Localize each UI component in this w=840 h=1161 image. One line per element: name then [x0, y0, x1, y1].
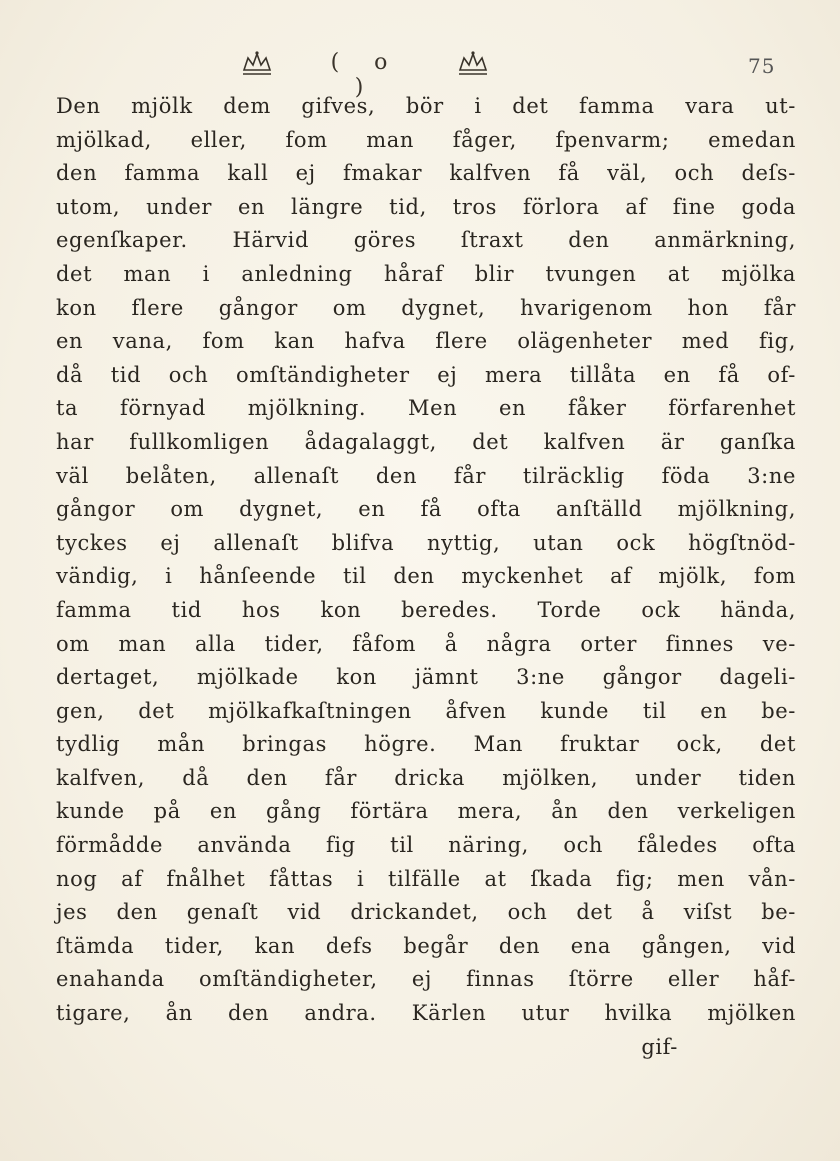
crown-ornament-icon [456, 48, 490, 78]
text-line: gen, det mjölkafkaſtningen åfven kunde til en be- [56, 698, 796, 723]
text-line: ſtämda tider, kan defs begår den ena gången, vid [56, 933, 796, 958]
text-line: enahanda omſtändigheter, ej finnas ſtörre eller håf- [56, 967, 796, 992]
page-number: 75 [748, 54, 776, 78]
text-line: har fullkomligen ådagalaggt, det kalfven är ganſka [56, 429, 796, 454]
text-line: kon flere gångor om dygnet, hvarigenom hon får [56, 295, 796, 320]
text-line: gångor om dygnet, en få ofta anſtälld mjölkning, [56, 497, 796, 522]
text-line: kalfven, då den får dricka mjölken, under tiden [56, 765, 796, 790]
text-line: mjölkad, eller, fom man fåger, fpenvarm; emedan [56, 127, 796, 152]
crown-ornament-icon [240, 48, 274, 78]
body-text [56, 90, 796, 1064]
catchword-text: gif- [641, 1034, 678, 1059]
text-line: egenſkaper. Härvid göres ſtraxt den anmärkning, [56, 228, 796, 253]
text-line: det man i anledning håraf blir tvungen at mjölka [56, 261, 796, 286]
text-line: tydlig mån bringas högre. Man fruktar ock, det [56, 732, 796, 757]
text-line: Den mjölk dem gifves, bör i det famma vara ut- [56, 94, 796, 118]
text-line: utom, under en längre tid, tros förlora af fine goda [56, 194, 796, 219]
text-line: tigare, ån den andra. Kärlen utur hvilka mjölken [56, 1001, 796, 1026]
text-line: jes den genaſt vid drickandet, och det å viſst be- [56, 900, 796, 925]
text-line: vändig, i hånſeende til den myckenhet af mjölk, fom [56, 564, 796, 589]
text-line: ta förnyad mjölkning. Men en fåker förfarenhet [56, 396, 796, 421]
text-line: en vana, fom kan hafva flere olägenheter med fig, [56, 329, 796, 354]
text-line: om man alla tider, fåfom å några orter finnes ve- [56, 631, 796, 656]
text-line: famma tid hos kon beredes. Torde ock hända, [56, 597, 796, 622]
text-line: tyckes ej allenaſt blifva nyttig, utan ock högſtnöd- [56, 530, 796, 555]
text-line: dertaget, mjölkade kon jämnt 3:ne gångor dageli- [56, 665, 796, 690]
text-line: nog af fnålhet fåttas i tilfälle at ſkada fig; men vån- [56, 866, 796, 891]
catchword [56, 1031, 796, 1065]
text-line: väl belåten, allenaſt den får tilräcklig föda 3:ne [56, 463, 796, 488]
text-line: kunde på en gång förtära mera, ån den verkeligen [56, 799, 796, 824]
text-line: då tid och omſtändigheter ej mera tillåta en få of- [56, 362, 796, 387]
header-mark: ( o ) [330, 50, 402, 100]
text-line: förmådde använda fig til näring, och fåledes ofta [56, 833, 796, 858]
text-line: den famma kall ej fmakar kalfven få väl, och deſs- [56, 161, 796, 186]
page-header [0, 48, 840, 100]
